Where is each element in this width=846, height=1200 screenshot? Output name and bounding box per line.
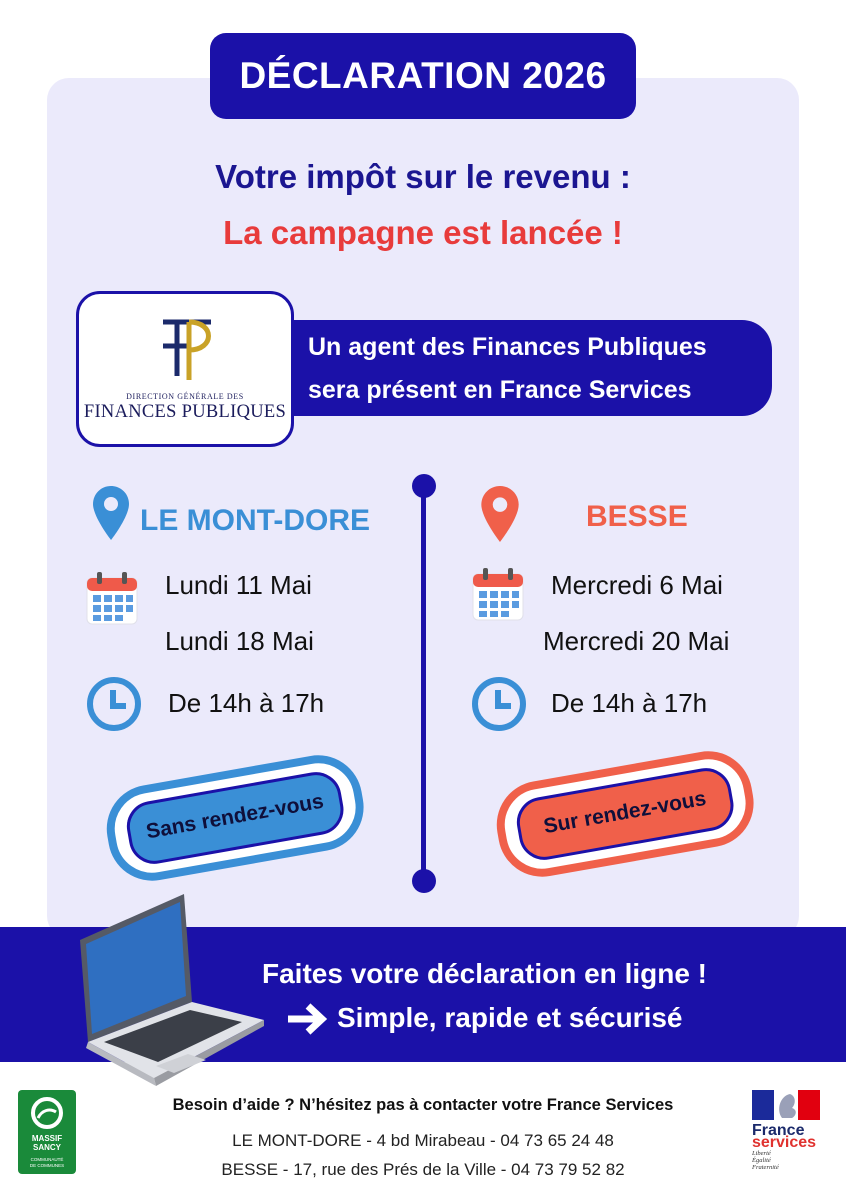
page-title: DÉCLARATION 2026 [210, 33, 636, 119]
hours-right: De 14h à 17h [551, 688, 708, 718]
help-text: Besoin d’aide ? N’hésitez pas à contacter votre France Services [172, 1096, 674, 1114]
online-cta-line2: Simple, rapide et sécurisé [337, 1002, 683, 1033]
hours-left: De 14h à 17h [168, 688, 325, 718]
headline-line1: Votre impôt sur le revenu : [215, 158, 631, 195]
headline-line2: La campagne est lancée ! [223, 214, 623, 251]
dgfip-logo [76, 291, 294, 447]
massif-line3: COMMUNAUTÉ [30, 1157, 64, 1162]
location-city-left: LE MONT-DORE [140, 504, 370, 537]
france-services-line1: France [752, 1122, 805, 1139]
massif-line1: MASSIF [31, 1134, 63, 1143]
marianne-flag-icon [752, 1090, 820, 1120]
badge-no-appointment: Sans rendez-vous [144, 789, 326, 844]
divider-dot-top [412, 474, 436, 498]
location-divider [421, 486, 426, 882]
location-pin-icon [481, 486, 519, 542]
dgfip-small-text: DIRECTION GÉNÉRALE DES [126, 392, 244, 401]
location-pin-icon [93, 486, 129, 540]
massif-line2: SANCY [32, 1143, 61, 1152]
date-left-2: Lundi 18 Mai [165, 626, 314, 656]
agent-banner-line1: Un agent des Finances Publiques [308, 333, 707, 361]
agent-banner [250, 320, 772, 416]
location-city-right: BESSE [586, 500, 688, 533]
france-services-line2: services [752, 1134, 817, 1151]
online-cta-line1: Faites votre déclaration en ligne ! [262, 958, 708, 989]
republic-motto [752, 1150, 779, 1171]
divider-dot-bottom [412, 869, 436, 893]
calendar-icon [85, 570, 139, 626]
date-right-1: Mercredi 6 Mai [551, 570, 723, 600]
dgfip-large-text: FINANCES PUBLIQUES [83, 402, 287, 422]
clock-icon [471, 676, 527, 732]
agent-banner-line2: sera présent en France Services [308, 376, 692, 404]
calendar-icon [471, 566, 525, 622]
motto-egalite: Égalité [752, 1157, 771, 1164]
address-besse: BESSE - 17, rue des Prés de la Ville - 04 73 79 52 82 [221, 1160, 625, 1179]
address-mont-dore: LE MONT-DORE - 4 bd Mirabeau - 04 73 65 24 48 [232, 1131, 614, 1150]
date-right-2: Mercredi 20 Mai [543, 626, 730, 656]
motto-liberte: Liberté [752, 1150, 771, 1157]
arrow-right-icon [286, 1000, 330, 1038]
clock-icon [86, 676, 142, 732]
massif-line4: DE COMMUNES [29, 1163, 65, 1168]
date-left-1: Lundi 11 Mai [165, 570, 312, 600]
dgfip-emblem-icon [155, 314, 219, 384]
badge-appointment: Sur rendez-vous [541, 786, 708, 839]
motto-fraternite: Fraternité [752, 1164, 779, 1171]
laptop-icon [72, 892, 272, 1092]
